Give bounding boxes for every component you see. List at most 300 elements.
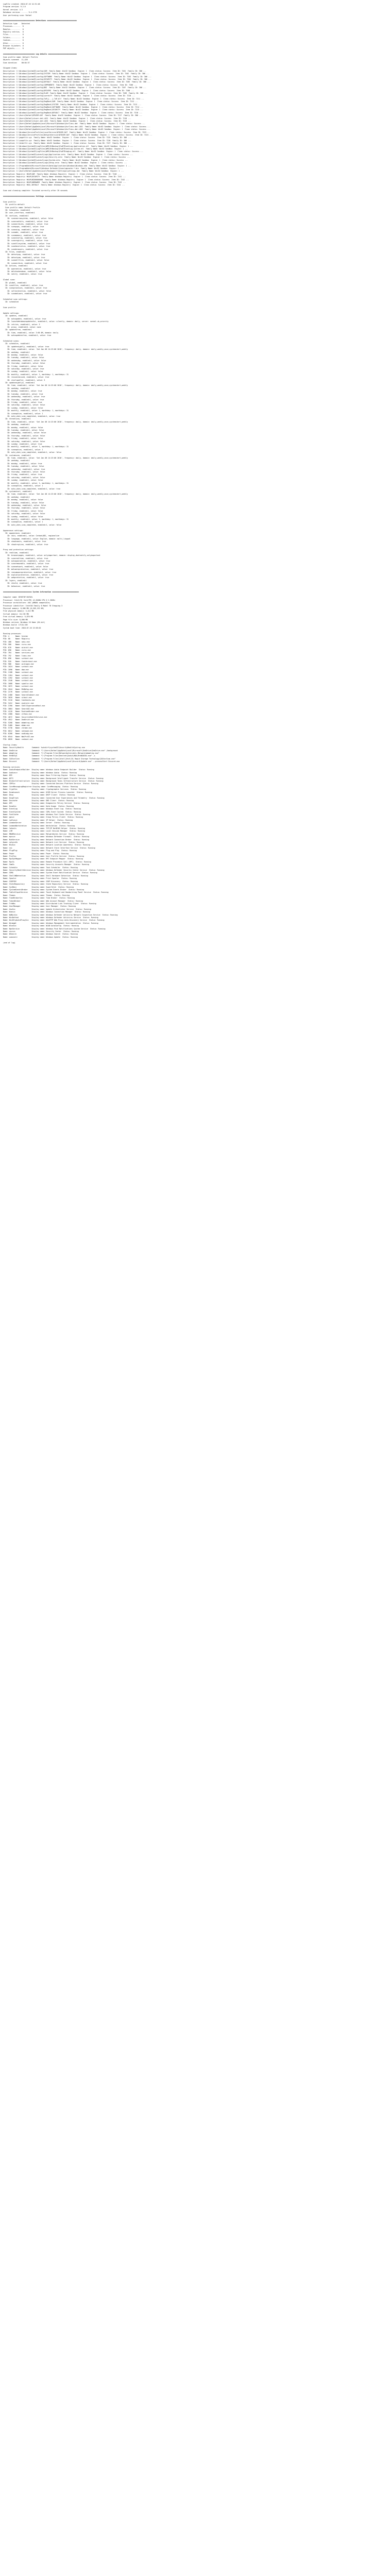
log-line: Processor identifier: Intel64 Family 6 Model 78 Stepping 3 bbox=[3, 604, 63, 607]
log-line: Free physical memory: 3,412 MB bbox=[3, 610, 34, 613]
log-line: Description: C:\Users\Rafael\NTUSER.DAT Family Name: Win32 Sandbox Engine: 1 Clean status: Success Item ID: 7217 Family ID: 306 ... bbox=[3, 114, 142, 117]
log-line: Name: Dnscache Display name: DNS Client Status: Running bbox=[3, 799, 74, 802]
log-line: PUP objects...... 0 bbox=[3, 47, 24, 50]
log-line: Name: SamSs Display name: Security Accounts Manager Status: Running bbox=[3, 863, 89, 866]
log-line: ID: behaviour, enabled=1, value: true bbox=[3, 585, 45, 587]
log-line: ID: wednesday, enabled=1, value: false bbox=[3, 359, 46, 362]
log-line: PID: 4120 Name: RuntimeBroker.exe bbox=[3, 710, 39, 713]
log-line: =============================== Detections ============================= bbox=[3, 20, 77, 22]
log-line: ID: scanrootkits, enabled=1, value: true bbox=[3, 220, 48, 223]
log-line: Description: C:\Windows\System32\config\userdiff Family Name: Win32 Sandbox Engine: 1 Clean status: Success Item ID: 7210 ... bbox=[3, 95, 136, 97]
log-line: Free virtual memory: 9,876 MB bbox=[3, 616, 33, 618]
log-line: ID: scanprocesses, enabled=1, value: true bbox=[3, 287, 47, 290]
log-line: Name: SystemEventsBroker Display name: System Events Broker Status: Running bbox=[3, 888, 84, 891]
log-line: ID: tuesday, enabled=1, value: false bbox=[3, 465, 44, 468]
log-line: PID: 580 Name: csrss.exe bbox=[3, 643, 31, 646]
log-line: ID: proxy, enabled=0, value: none bbox=[3, 326, 41, 328]
log-line: Registry entries. 0 bbox=[3, 31, 24, 33]
log-line: Name: lmhosts Display name: TCP/IP NetBIOS Helper Status: Running bbox=[3, 827, 85, 829]
log-line: PID: 1096 Name: dwm.exe bbox=[3, 668, 29, 671]
log-line: ID: Actions, enabled=1 bbox=[3, 265, 28, 267]
log-line: Name: PlugPlay Display name: Plug and Play Status: Running bbox=[3, 850, 77, 852]
log-line: ID: autoupdate, enabled=1, value: true bbox=[3, 317, 46, 320]
log-line: PID: 1264 Name: svchost.exe bbox=[3, 674, 33, 676]
log-line: Name: CryptSvc Display name: Cryptographic Services Status: Running bbox=[3, 788, 86, 791]
log-line: Name: LSM Display name: Local Session Manager Status: Running bbox=[3, 830, 85, 833]
log-line: ID: quarantine, enabled=1, value: true bbox=[3, 267, 46, 270]
log-line: ID: scanbrowsers, enabled=1, value: true bbox=[3, 248, 48, 250]
log-line: Description: C:\Windows\System32\config\RegBack\SOFTWARE Family Name: Win32 Sandbox Engine: 1 Clean status: Success Item ID: 7214 ... bbox=[3, 106, 143, 108]
log-line: ID: webprotection, enabled=1, value: true bbox=[3, 577, 49, 579]
log-line: ID: exploitprotection, enabled=1, value: true bbox=[3, 574, 54, 577]
log-line: ID: weekday, enabled=1 bbox=[3, 496, 30, 498]
log-line: Name: SSDPSRV Display name: SSDP Discovery Status: Running bbox=[3, 880, 78, 883]
log-line: Name: Wcmsvc Display name: Windows Connection Manager Status: Running bbox=[3, 911, 90, 913]
log-line: PID: 2276 Name: svchost.exe bbox=[3, 691, 33, 693]
log-line: ID: scannetwork, enabled=1, value: false bbox=[3, 565, 48, 568]
log-line: Processor: Intel(R) Core(TM) i5-6200U CPU @ 2.30GHz bbox=[3, 599, 56, 601]
log-line: =============================== Log details ============================ bbox=[3, 53, 77, 56]
log-line: Description: C:\Windows\System32\config\SECURITY Family Name: Win32 Sandbox Engine: 1 Clean status: Success Item ID: 7204 Family ID: 306 ... bbox=[3, 78, 151, 80]
log-line: ID: sunday, enabled=1, value: false bbox=[3, 479, 43, 482]
log-line: Name: TrkWks Display name: Distributed Link Tracking Client Status: Running bbox=[3, 902, 96, 905]
log-line: Name: StateRepository Display name: State Repository Service Status: Running bbox=[3, 883, 88, 886]
log-line: User performing scan: Rafael bbox=[3, 14, 32, 16]
log-line: Name: AudioEndpointBuilder Display name: Windows Audio Endpoint Builder Status: Running bbox=[3, 769, 94, 771]
log-line: ID: wednesday, enabled=1, value: true bbox=[3, 396, 45, 398]
log-line: Virtual memory: 16,192 MB bbox=[3, 613, 29, 615]
log-line: Name: SecurityHealth Command: %windir%\system32\SecurityHealthSystray.exe bbox=[3, 747, 85, 749]
log-line: ID: sunday, enabled=1, value: false bbox=[3, 406, 43, 409]
log-line: ID: recovermissed, enabled=1, value: true bbox=[3, 376, 49, 379]
log-line: ID: monthly, enabled=1, value: 1, monthday: 1, monthdays: 31 bbox=[3, 482, 69, 484]
log-line: Browser hijackers 0 bbox=[3, 45, 24, 47]
log-line: ID: malwareprotection, enabled=1, value: true bbox=[3, 568, 54, 571]
log-line: Description: C:\Windows\System32\config\TxR\{...}.TxR.blf Family Name: Win32 Sandbox Engine: 1 Clean status: Success Item ID: 7211 ... bbox=[3, 97, 144, 100]
log-line: Other............ 0 bbox=[3, 42, 24, 44]
log-line: ID: schedules, enabled=1 bbox=[3, 343, 30, 345]
log-line: Name: RpcEptMapper Display name: RPC Endpoint Mapper Status: Running bbox=[3, 858, 83, 860]
log-line: ID: showtrayicon, enabled=1, value: true bbox=[3, 543, 48, 546]
log-line: ID: scanmbr, enabled=1, value: true bbox=[3, 231, 43, 234]
log-line: Name: Themes Display name: Themes Status: Running bbox=[3, 894, 70, 896]
log-line: Name: Dhcp Display name: DHCP Client Status: Running bbox=[3, 794, 75, 796]
log-line: ID: saturday, enabled=1, value: false bbox=[3, 513, 45, 515]
log-line: Name: TimeBrokerSvc Display name: Time Broker Status: Running bbox=[3, 897, 75, 900]
log-line: ID: profile.default bbox=[3, 204, 25, 206]
log-line: ID: user_interface, enabled=1 bbox=[3, 212, 35, 214]
log-line: Description: C:\Windows\System32\winevt\Logs\System.evtx Family Name: Win32 Sandbox Engine: 1 Clean status: Success ... bbox=[3, 159, 128, 161]
log-line: ID: realtime, enabled=1 bbox=[3, 551, 29, 554]
log-line: ID: saturday, enabled=1, value: true bbox=[3, 368, 44, 370]
log-line: ID: threatscan, enabled=1 bbox=[3, 418, 31, 420]
log-line: PID: 5208 Name: mbamtray.exe bbox=[3, 721, 34, 724]
log-line: Name: WSearch Display name: Windows Search Status: Running bbox=[3, 933, 78, 936]
log-line: Description: C:\Windows\System32\config\SYSTEM Family Name: Win32 Sandbox Engine: 1 Clean status: Success Item ID: 7202 Family ID: 306 ... bbox=[3, 73, 149, 75]
log-line: PID: 4912 Name: OneDrive.exe bbox=[3, 719, 34, 721]
log-line: Page file size: 8,096 MB bbox=[3, 618, 28, 621]
log-line: PID: 1540 Name: svchost.exe bbox=[3, 680, 33, 682]
log-line: Name: LanmanServer Display name: Server Status: Running bbox=[3, 822, 70, 824]
log-line: Kernel version: 4.3 bbox=[3, 8, 23, 11]
log-line: PID: 3116 Name: taskhostw.exe bbox=[3, 699, 35, 702]
log-line: Description: Registry: HKLM\SECURITY Family Name: Windows Registry Engine: 1 Clean status: Success Item ID: 7241 ... bbox=[3, 176, 126, 178]
log-line: Global scan: bbox=[3, 279, 15, 281]
log-line: Name: WlanSvc Display name: WLAN AutoConfig Status: Running bbox=[3, 925, 79, 927]
log-line: Description: C:\Windows\System32\LogFiles\WMI\RtBackup\EtwRTDiagLog.etl Family Name: Win32 Sandbox Engine: 1 Clean status: Success ... bbox=[3, 150, 143, 153]
log-line: Name: DusmSvc Display name: Data Usage Status: Running bbox=[3, 805, 74, 807]
log-line: Cookies.......... 0 bbox=[3, 39, 24, 42]
log-line: Description: C:\Windows\System32\winevt\Logs\Application.evtx Family Name: Win32 Sandbox Engine: 1 Clean status: Success ... bbox=[3, 153, 133, 156]
log-line: PID: 88 Name: Registry bbox=[3, 638, 30, 640]
log-line: ID: weekday, enabled=1 bbox=[3, 460, 30, 462]
log-line: ID: saturday, enabled=1, value: false bbox=[3, 476, 45, 479]
log-line: Name: iphlpsvc Display name: IP Helper Status: Running bbox=[3, 819, 73, 821]
log-line: PID: 1688 Name: spoolsv.exe bbox=[3, 682, 33, 685]
log-line: Name: UserManager Display name: User Manager Status: Running bbox=[3, 905, 76, 908]
log-line: Description: C:\Windows\System32\config\SAM Family Name: Win32 Sandbox Engine: 1 Clean status: Success Item ID: 7201 Family ID: 306 ... bbox=[3, 70, 146, 72]
log-line: Description: C:\Windows\System32\config\BBI Family Name: Win32 Sandbox Engine: 1 Clean status: Success Item ID: 7207 Family ID: 306 ... bbox=[3, 87, 146, 89]
log-line: Description: C:\Windows\System32\config\RegBack\SAM Family Name: Win32 Sandbox Engine: 1 Clean status: Success Item ID: 7212 ... bbox=[3, 100, 139, 103]
log-line: Description: C:\Windows\System32\LogFiles\WMI\RtBackup\EtwRTEventLog-System.etl Family Name: Win32 Sandbox Engine: 1 ... bbox=[3, 148, 128, 150]
log-line: ID: global, enabled=1 bbox=[3, 281, 27, 284]
log-line: Name: FontCache Display name: Windows Font Cache Service Status: Running bbox=[3, 813, 90, 816]
log-line: ID: monthly, enabled=1, value: 1, monthday: 1, monthdays: 31 bbox=[3, 410, 69, 412]
log-line: Name: WinHttpAutoProxySvc Display name: WinHTTP Web Proxy Auto-Discovery Service Status: Running bbox=[3, 919, 105, 922]
log-line: Description: C:\Windows\System32\config\DEFAULT Family Name: Win32 Sandbox Engine: 1 Clean status: Success Item ID: 7205 Family ID: 306 ... bbox=[3, 81, 150, 83]
log-line: Name: RtHDVCpl Command: "C:\Program Files\Realtek\Audio\HDA\RtkNGUI64.exe" -s bbox=[3, 755, 95, 757]
log-line: Name: wscsvc Display name: Security Center Status: Running bbox=[3, 930, 79, 933]
log-line: ID: saturday, enabled=1, value: false bbox=[3, 404, 45, 406]
log-line: Startup items: bbox=[3, 743, 18, 746]
log-line: ID: weekday, enabled=1 bbox=[3, 351, 30, 353]
log-line: ID: customscan, enabled=1 bbox=[3, 454, 31, 456]
log-line: Description: C:\Windows\ServiceProfiles\LocalService\NTUSER.DAT Family Name: Win32 Sandbox Engine: 1 Clean status: Success Item ID: 7223 ... bbox=[3, 131, 150, 133]
log-line: ID: monday, enabled=1, value: false bbox=[3, 499, 43, 501]
log-line: ID: scanpups, enabled=1, value: true bbox=[3, 226, 44, 228]
log-line: ID: thursday, enabled=1, value: false bbox=[3, 434, 45, 437]
log-line: Description: C:\Windows\System32\config\ELAM Family Name: Win32 Sandbox Engine: 1 Clean status: Success Item ID: 7209 Family ID: 306 ... bbox=[3, 92, 147, 94]
log-line: ID: monday, enabled=1, value: true bbox=[3, 462, 42, 465]
log-line: Name: OneDrive Command: "C:\Users\Rafael\AppData\Local\Microsoft\OneDrive\OneDrive.exe" /background bbox=[3, 749, 118, 752]
log-line: Description: C:\Users\Rafael\ntuser.dat.LOG2 Family Name: Win32 Sandbox Engine: 1 Clean status: Success Item ID: 7219 ... bbox=[3, 120, 131, 123]
log-line: ID: appearance, enabled=1 bbox=[3, 532, 31, 534]
log-line: Windows version: Windows 10 Home (64-bit) bbox=[3, 621, 45, 623]
log-line: ID: layers, enabled=1 bbox=[3, 579, 27, 582]
log-line: ID: wednesday, enabled=1, value: false bbox=[3, 504, 46, 506]
log-line: Scheduled scan settings: bbox=[3, 298, 28, 300]
log-line: PID: 1872 Name: svchost.exe bbox=[3, 685, 33, 688]
log-line: Name: Discord Command: "C:\Users\Rafael\AppData\Local\Discord\Update.exe" --processStart Discord.exe bbox=[3, 760, 120, 763]
log-line: Scan profile name: Default Profile bbox=[3, 206, 40, 209]
log-line: PID: 6544 Name: WmiPrvSE.exe bbox=[3, 735, 34, 738]
log-line: Name: NlaSvc Display name: Network Location Awareness Status: Running bbox=[3, 844, 90, 846]
log-line: ID: showtoasts, enabled=1, value: true bbox=[3, 540, 46, 543]
log-line: Description: C:\swapfile.sys Family Name: Win32 Sandbox Engine: 1 Clean status: Success Item ID: 7226 Family ID: 306 ... bbox=[3, 139, 131, 142]
log-line: Name: CoreMessagingRegistrar Display name: CoreMessaging Status: Running bbox=[3, 785, 78, 788]
log-line: Name: Winmgmt Display name: Windows Management Instrumentation Status: Running bbox=[3, 922, 98, 924]
log-line: Name: mbamtray Command: "C:\Program Files\Malwarebytes\Anti-Malware\mbamtray.exe" bbox=[3, 752, 99, 755]
log-line: ID: scanarchives, enabled=1, value: true bbox=[3, 223, 48, 225]
log-line: ID: tuesday, enabled=1, value: false bbox=[3, 357, 44, 359]
log-line: Description: C:\Windows\System32\config\DRIVERS Family Name: Win32 Sandbox Engine: 1 Clean status: Success Item ID: 7208 ... bbox=[3, 89, 134, 92]
log-line: Scan and cleaning complete: Finished correctly after 39 seconds bbox=[3, 190, 68, 192]
log-line: Scan duration: 00:04:37 bbox=[3, 61, 30, 64]
log-line: ID: time, enabled=1, value: 'Sat Jan 06 14:23:00 2018', frequency: daily, domain: daily,weekly,once,systemstart,weekly bbox=[3, 457, 128, 460]
log-line: Name: gpsvc Display name: Group Policy Client Status: Running bbox=[3, 816, 83, 819]
log-line: ID: monthly, enabled=1, value: 1, monthday: 1, monthdays: 31 bbox=[3, 518, 69, 520]
log-line: Description: C:\hiberfil.sys Family Name: Win32 Sandbox Engine: 1 Clean status: Success Item ID: 7227 Family ID: 306 ... bbox=[3, 142, 131, 145]
log-line: PID: 5736 Name: chrome.exe bbox=[3, 727, 32, 730]
log-line: ID: monday, enabled=1, value: false bbox=[3, 426, 43, 429]
log-line: ID: thursday, enabled=1, value: true bbox=[3, 398, 44, 401]
log-line: ID: auto_when_scan_completed, enabled=1, value: true bbox=[3, 487, 61, 490]
log-line: Name: SysMain Display name: Superfetch Status: Running bbox=[3, 886, 74, 888]
log-line: System boot time: 2018-07-16 13:58:02 bbox=[3, 626, 41, 629]
log-line: ID: wednesday, enabled=1, value: true bbox=[3, 468, 45, 470]
log-line: ID: monday, enabled=1, value: false bbox=[3, 354, 43, 357]
log-line: Scheduled scans: bbox=[3, 340, 20, 342]
log-line: Physical memory: 8,096 MB (8,258,132 KB) bbox=[3, 607, 44, 609]
log-line: Name: BFE Display name: Base Filtering Engine Status: Running bbox=[3, 774, 85, 777]
log-line: Name: mpssvc Display name: Windows Defender Firewall Status: Running bbox=[3, 836, 89, 838]
log-line: Name: WpnService Display name: Windows Push Notifications System Service Status: Running bbox=[3, 927, 106, 930]
log-line: PID: 676 Name: wininit.exe bbox=[3, 646, 33, 649]
log-line: ID: updatenightly2, enabled=1 bbox=[3, 382, 35, 384]
log-line: ID: friday, enabled=1, value: true bbox=[3, 473, 42, 476]
log-line: ID: tuesday, enabled=1, value: false bbox=[3, 429, 44, 431]
log-line: Detection type Detected bbox=[3, 22, 30, 25]
log-line: ID: friday, enabled=1, value: false bbox=[3, 437, 43, 440]
log-line: Files............ 0 bbox=[3, 33, 24, 36]
log-line: ID: systemstart, enabled=1 bbox=[3, 490, 32, 493]
log-line: ID: scheduled bbox=[3, 301, 19, 303]
log-line: Name: SecurityHealthService Display name: Windows Defender Security Center Service Status: Running bbox=[3, 869, 105, 872]
log-line: ID: time, enabled=1, value: 'Sat Jan 06 14:23:00 2018', frequency: daily, domain: daily,weekly,once,systemstart,weekly bbox=[3, 493, 128, 496]
log-line: Name: Audiosrv Display name: Windows Audio Status: Running bbox=[3, 771, 77, 774]
log-line: Description: C:\Users\Rafael\AppData\Local\Packages\*\Settings\settings.dat Family Name: Win32 Sandbox Engine: 1 ... bbox=[3, 170, 124, 173]
log-line: ID: thursday, enabled=1, value: false bbox=[3, 362, 45, 365]
log-line: =============================== Settings =============================== bbox=[3, 195, 77, 197]
log-line: PID: 1024 Name: svchost.exe bbox=[3, 666, 33, 668]
log-line: Name: RpcSs Display name: Remote Procedure Call (RPC) Status: Running bbox=[3, 860, 91, 863]
log-line: PID: 920 Name: fontdrvhost.exe bbox=[3, 660, 37, 663]
log-line: Description: C:\Windows\System32\winevt\Logs\Security.evtx Family Name: Win32 Sandbox Engine: 1 Clean status: Success ... bbox=[3, 156, 130, 159]
log-line: ID: updatenightly, enabled=1, value: true bbox=[3, 345, 49, 348]
log-line: Name: ShellHWDetection Display name: Shell Hardware Detection Status: Running bbox=[3, 874, 88, 877]
log-line: Description: C:\Users\Rafael\ntuser.dat.LOG1 Family Name: Win32 Sandbox Engine: 1 Clean status: Success Item ID: 7218 ... bbox=[3, 117, 131, 120]
log-line: ID: scannarrowsystem, enabled=1, value: false bbox=[3, 217, 54, 220]
log-line: Description: Registry: HKLM\SAM Family Name: Windows Registry Engine: 1 Clean status: Success Item ID: 7240 ... bbox=[3, 173, 121, 175]
log-line: ID: scanmemory, enabled=1, value: true bbox=[3, 234, 46, 236]
log-line: PID: 2488 Name: SearchIndexer.exe bbox=[3, 693, 39, 696]
log-line: ID: monday, enabled=1, value: true bbox=[3, 390, 42, 393]
log-line: ID: sunday, enabled=1, value: true bbox=[3, 443, 42, 446]
log-line: PID: 6820 Name: conhost.exe bbox=[3, 738, 33, 740]
log-line: Database version: ...... 9.4.1778 bbox=[3, 11, 37, 14]
log-line: Name: IAStorIcon Command: "C:\Program Files\Intel\Intel(R) Rapid Storage Technology\IAStorIcon.exe" bbox=[3, 757, 116, 760]
log-line: Description: Registry: HKLM\BCD00000000 Family Name: Windows Registry Engine: 1 Clean status: Success Item ID: 7242 ... bbox=[3, 178, 129, 181]
log-line: ID: detectpup, enabled=1, value: true bbox=[3, 253, 45, 256]
log-line: ID: scanfiles, enabled=1, value: true bbox=[3, 284, 43, 286]
log-line: PID: 2044 Name: MsMpEng.exe bbox=[3, 688, 33, 690]
log-line: PID: 696 Name: csrss.exe bbox=[3, 649, 31, 651]
log-line: Scan profile name: Default Profile bbox=[3, 56, 38, 58]
log-line: Description: Registry: HKLM\HARDWARE Family Name: Windows Registry Engine: 1 Clean status: Success Item ID: 7243 ... bbox=[3, 181, 126, 183]
log-line: PID: 4388 Name: ctfmon.exe bbox=[3, 713, 32, 716]
log-line: Description: C:\Windows\System32\config\SOFTWARE Family Name: Win32 Sandbox Engine: 1 Clean status: Success Item ID: 7203 Family ID: 306 ... bbox=[3, 75, 151, 78]
log-line: Skipped items: bbox=[3, 67, 18, 70]
log-line: Name: MBAMService Display name: Malwarebytes Service Status: Running bbox=[3, 833, 84, 835]
log-line: PID: 792 Name: lsass.exe bbox=[3, 654, 31, 657]
log-line: Name: DPS Display name: Diagnostic Policy Service Status: Running bbox=[3, 802, 89, 805]
log-line: Description: C:\Windows\System32\config\COMPONENTS Family Name: Win32 Sandbox Engine: 1 Clean status: Success Item ID: 7206 ... bbox=[3, 83, 138, 86]
log-line: ID: auto_when_scan_completed, enabled=1, value: true bbox=[3, 415, 61, 417]
log-line: PID: 3760 Name: ShellExperienceHost.exe bbox=[3, 705, 45, 707]
log-line: ID: scanoption, enabled=1, value: 1 bbox=[3, 412, 43, 415]
log-line: Scan profile: bbox=[3, 307, 16, 309]
log-line: Name: EventSystem Display name: COM+ Event System Status: Running bbox=[3, 810, 81, 813]
log-line: Name: LanmanWorkstation Display name: Workstation Status: Running bbox=[3, 824, 75, 827]
log-line: Name: CDPSvc Display name: Connected Devices Platform Service Status: Running bbox=[3, 783, 98, 785]
log-line: Name: netprofm Display name: Network List Service Status: Running bbox=[3, 841, 84, 843]
log-line: ID: shield, enabled=1, value: true bbox=[3, 582, 42, 585]
log-line: Name: TokenBroker Display name: Web Account Manager Status: Running bbox=[3, 900, 83, 902]
log-line: ID: thursday, enabled=1, value: false bbox=[3, 471, 45, 473]
log-line: PID: 1188 Name: svchost.exe bbox=[3, 671, 33, 674]
log-line: Appearance settings: bbox=[3, 529, 24, 532]
log-line: ID: updatesfree, enabled=1 bbox=[3, 329, 32, 331]
log-line: PID: 4 Name: System bbox=[3, 635, 28, 637]
log-line: ID: startupafter, enabled=1, value: 5 bbox=[3, 379, 45, 381]
log-line: ID: friday, enabled=1, value: false bbox=[3, 365, 43, 367]
log-line: ============================ System information ========================== bbox=[3, 590, 79, 593]
log-line: Name: WdNisSvc Display name: Windows Defender Antivirus Network Inspection Service Status: Running bbox=[3, 913, 118, 916]
log-line: ID: scanremovable, enabled=1, value: true bbox=[3, 563, 49, 565]
log-line: Program version: 9.2.0 bbox=[3, 6, 26, 8]
log-line: ID: sunday, enabled=1, value: false bbox=[3, 515, 43, 518]
log-line: ID: time, enabled=1, value: 'Sat Jan 06 14:23:00 2018', frequency: daily, domain: daily,weekly,once,systemstart,weekly bbox=[3, 384, 128, 387]
log-line: ID: tuesday, enabled=1, value: true bbox=[3, 393, 43, 395]
log-line: ID: time, enabled=1, value: 'Sat Jan 06 14:23:00 2018', frequency: daily, domain: daily,weekly,once,systemstart,weekly bbox=[3, 348, 128, 351]
log-line: Name: ProfSvc Display name: User Profile Service Status: Running bbox=[3, 855, 84, 858]
log-line: ID: scanarchive, enabled=1, value: true bbox=[3, 262, 47, 264]
log-line: Name: nsi Display name: Network Store Interface Service Status: Running bbox=[3, 846, 95, 849]
log-line: Name: NcbService Display name: Network Connection Broker Status: Running bbox=[3, 838, 89, 841]
log-line: ID: saturday, enabled=1, value: false bbox=[3, 440, 45, 443]
log-line: ID: scanfilesystem, enabled=1, value: true bbox=[3, 242, 50, 245]
log-line: Name: Power Display name: Power Status: Running bbox=[3, 852, 69, 855]
log-line: ID: monthly, enabled=1, value: 1, monthday: 1, monthdays: 31 bbox=[3, 373, 69, 376]
log-line: Name: wuauserv Display name: Windows Update Status: Running bbox=[3, 936, 78, 938]
log-line: ID: auto_when_scan_completed, enabled=1, value: false bbox=[3, 523, 62, 526]
log-line: PID: 4672 Name: SecurityHealthService.exe bbox=[3, 716, 47, 718]
log-line: ID: retries, enabled=1, value: 3 bbox=[3, 323, 40, 326]
log-line: PID: 408 Name: smss.exe bbox=[3, 640, 30, 643]
log-line: Name: UsoSvc Display name: Update Orchestrator Service Status: Running bbox=[3, 908, 91, 910]
log-line: ID: weekday, enabled=1 bbox=[3, 387, 30, 389]
log-line: Update settings: bbox=[3, 312, 20, 314]
log-line: ID: scanrealtime, enabled=1, value: true bbox=[3, 557, 48, 560]
log-line: Description: C:\Users\Rafael\AppData\Local\Microsoft\Windows\UsrClass.dat Family Name: Win32 Sandbox Engine: 1 Clean status: Success ... bbox=[3, 123, 145, 125]
log-line: ID: sunday, enabled=1, value: false bbox=[3, 370, 43, 373]
log-line: ID: thursday, enabled=1, value: false bbox=[3, 507, 45, 510]
log-line: Name: Schedule Display name: Task Scheduler Status: Running bbox=[3, 866, 78, 869]
log-line: PID: 1392 Name: svchost.exe bbox=[3, 677, 33, 680]
log-line: ID: scanoption, enabled=1, value: 1 bbox=[3, 485, 43, 487]
log-line: PID: 3884 Name: SearchUI.exe bbox=[3, 707, 34, 710]
log-line: ID: scanheuristics, enabled=1, value: true bbox=[3, 245, 50, 248]
log-line: PID: 6012 Name: notepad.exe bbox=[3, 730, 33, 732]
log-line: ID: wednesday, enabled=1, value: false bbox=[3, 432, 46, 434]
log-line: Name: SENS Display name: System Event Notification Service Status: Running bbox=[3, 872, 97, 874]
log-line: ID: launchdatabaseupdatesfor, enabled=1, value: silently, domain: daily, server: normal.uk,priority bbox=[3, 320, 109, 323]
log-line: Running services: bbox=[3, 766, 21, 769]
log-line: PID: 988 Name: winlogon.exe bbox=[3, 663, 34, 666]
log-line: ID: weekday, enabled=1 bbox=[3, 423, 30, 426]
log-line: ID: auto_when_scan_completed, enabled=1, value: false bbox=[3, 451, 62, 454]
log-line: ID: scanoption, enabled=1, value: 1 bbox=[3, 448, 43, 451]
log-line: ID: notify, enabled=1, value: true bbox=[3, 273, 42, 276]
log-line: ID: selfprotection, enabled=1, value: false bbox=[3, 290, 52, 292]
log-line: PID: 3412 Name: explorer.exe bbox=[3, 702, 34, 704]
log-line: ID: tuesday, enabled=1, value: false bbox=[3, 501, 44, 504]
log-line: Description: C:\ProgramData\Microsoft\Windows Defender\Scans\mpcache-*.bin Family Name: Win32 Sandbox Engine: 1 ... bbox=[3, 167, 123, 170]
log-line: ID: scanstartup, enabled=1, value: true bbox=[3, 237, 47, 240]
log-line: ID: Files, enabled=1 bbox=[3, 251, 26, 253]
log-line: PID: 896 Name: svchost.exe bbox=[3, 657, 33, 660]
log-line: Description: C:\Windows\System32\config\RegBack\DEFAULT Family Name: Win32 Sandbox Engine: 1 Clean status: Success Item ID: 7216 ... bbox=[3, 111, 142, 114]
log-line: ID: sections, enabled=1 bbox=[3, 214, 29, 217]
log-line: Description: C:\Users\Rafael\AppData\Local\Microsoft\Windows\UsrClass.dat.LOG2 Family Name: Win32 Sandbox Engine: 1 Clean status: Success ... bbox=[3, 128, 150, 131]
scan-log bbox=[0, 0, 371, 950]
log-line: Processes........ 0 bbox=[3, 25, 24, 28]
log-line: PID: 6288 Name: audiodg.exe bbox=[3, 733, 33, 735]
log-line: Proxy and protection settings: bbox=[3, 549, 34, 551]
log-line: Description: C:\Windows\System32\config\RegBack\SECURITY Family Name: Win32 Sandbox Engine: 1 Clean status: Success Item ID: 7215 ... bbox=[3, 109, 143, 111]
log-line: Description: C:\pagefile.sys Family Name: Win32 Sandbox Engine: 1 Clean status: Success Item ID: 7225 Family ID: 306 ... bbox=[3, 137, 131, 139]
log-line: ID: scanning, enabled=1, value: true bbox=[3, 228, 44, 231]
log-line: Name: BrokerInfrastructure Display name: Background Tasks Infrastructure Service Status: Running bbox=[3, 780, 104, 783]
log-line: ID: Schedules, enabled=0 bbox=[3, 209, 30, 211]
log-line: (end of log) bbox=[3, 941, 15, 944]
log-line: ID: updates, enabled=1 bbox=[3, 315, 28, 317]
log-line: Description: C:\ProgramData\Microsoft\Search\Data\Applications\Windows\Windows.edb Family Name: Win32 Sandbox Engine: 1 ... bbox=[3, 164, 131, 167]
log-line: Name: DcomLaunch Display name: DCOM Server Process Launcher Status: Running bbox=[3, 791, 92, 793]
log-line: PID: 3020 Name: sihost.exe bbox=[3, 696, 32, 699]
log-line: Name: BITS Display name: Background Intelligent Transfer Service Status: Running bbox=[3, 777, 104, 779]
log-line: ID: language, enabled=1, value: English, domain: multi_lingual bbox=[3, 537, 71, 540]
log-line: Description: C:\Windows\ServiceProfiles\NetworkService\NTUSER.DAT Family Name: Win32 Sandbox Engine: 1 Clean status: Success Item ID: 7224 ... bbox=[3, 134, 153, 137]
log-line: Description: C:\Windows\System32\winevt\Logs\Setup.evtx Family Name: Win32 Sandbox Engine: 1 Clean status: Success ... bbox=[3, 162, 127, 164]
log-line: ID: ransomwareprotection, enabled=1, value: true bbox=[3, 571, 57, 573]
log-line: LogFile created: 2018-07-16 14:31:48 bbox=[3, 3, 40, 5]
log-line: ID: friday, enabled=1, value: false bbox=[3, 510, 43, 512]
log-line: Windows build: 17134.165 bbox=[3, 624, 28, 626]
log-line: Name: EventLog Display name: Windows Event Log Status: Running bbox=[3, 808, 81, 810]
log-line: ID: deletewhendone, enabled=1, value: false bbox=[3, 270, 52, 273]
log-line: Running processes: bbox=[3, 632, 22, 635]
log-line: ID: scanregistry, enabled=1, value: true bbox=[3, 240, 48, 242]
log-line: Description: C:\Windows\System32\config\RegBack\SYSTEM Family Name: Win32 Sandbox Engine: 1 Clean status: Success Item ID: 7213 ... bbox=[3, 103, 141, 106]
log-line: ID: skin, enabled=1, value: CarbonLAB2, regionalize bbox=[3, 535, 60, 537]
log-line: ID: browserpages, enabled=1, value: onlyimportant, domain: display,dontnotify,onlyimportant bbox=[3, 554, 100, 557]
log-line: Processor architecture: x64 (AMD64 compatible) bbox=[3, 602, 50, 604]
log-line: ID: time, enabled=1, value: 'Sat Jan 06 14:23:00 2018', frequency: daily, domain: daily,weekly,once,systemstart,weekly bbox=[3, 420, 128, 423]
log-line: ID: scanmalware, enabled=1, value: true bbox=[3, 293, 47, 295]
log-line: ID: scanallfiles, enabled=1, value: false bbox=[3, 259, 49, 262]
log-line: Objects scanned: 11,428 bbox=[3, 59, 28, 61]
